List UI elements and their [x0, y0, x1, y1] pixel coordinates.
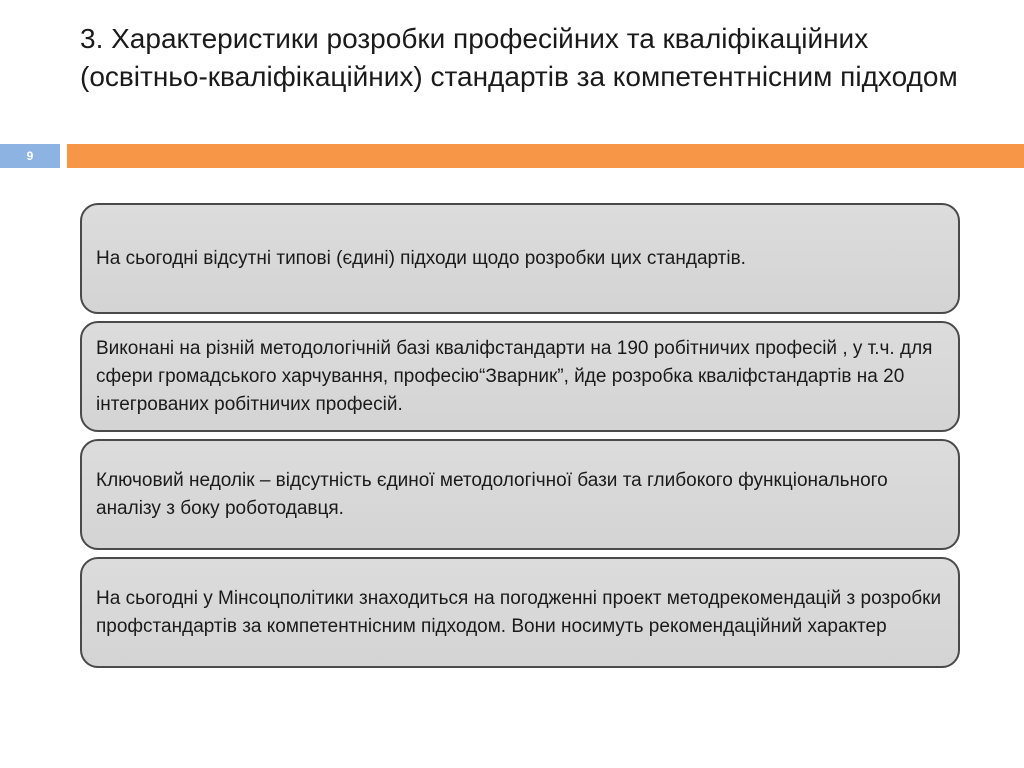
info-box-1-text: На сьогодні відсутні типові (єдині) підходи щодо розробки цих стандартів.: [96, 247, 746, 269]
info-box-3-text: Ключовий недолік – відсутність єдиної методологічної бази та глибокого функціонального аналізу з боку роботодавця.: [96, 469, 888, 519]
info-box-3: [80, 439, 960, 550]
info-box-2-text: Виконані на різній методологічній базі кваліфстандарти на 190 робітничих професій , у т.ч. для сфери громадського харчування, професію“Зварник”, йде розробка кваліфстандартів на 20 інтегрованих робітничих професій.: [96, 337, 933, 415]
info-box-4-text: На сьогодні у Мінсоцполітики знаходиться на погодженні проект методрекомендацій з розробки профстандартів за компетентнісним підходом. Вони носимуть рекомендаційний характер: [96, 587, 942, 637]
info-box-4: [80, 557, 960, 668]
content-box-list: [80, 203, 960, 675]
title-divider-bar: [67, 144, 1024, 168]
info-box-2: [80, 321, 960, 432]
page-number: 9: [0, 144, 60, 168]
info-box-1: [80, 203, 960, 314]
slide-title: 3. Характеристики розробки професійних та кваліфікаційних (освітньо-кваліфікаційних) стандартів за компетентнісним підходом: [80, 23, 958, 92]
